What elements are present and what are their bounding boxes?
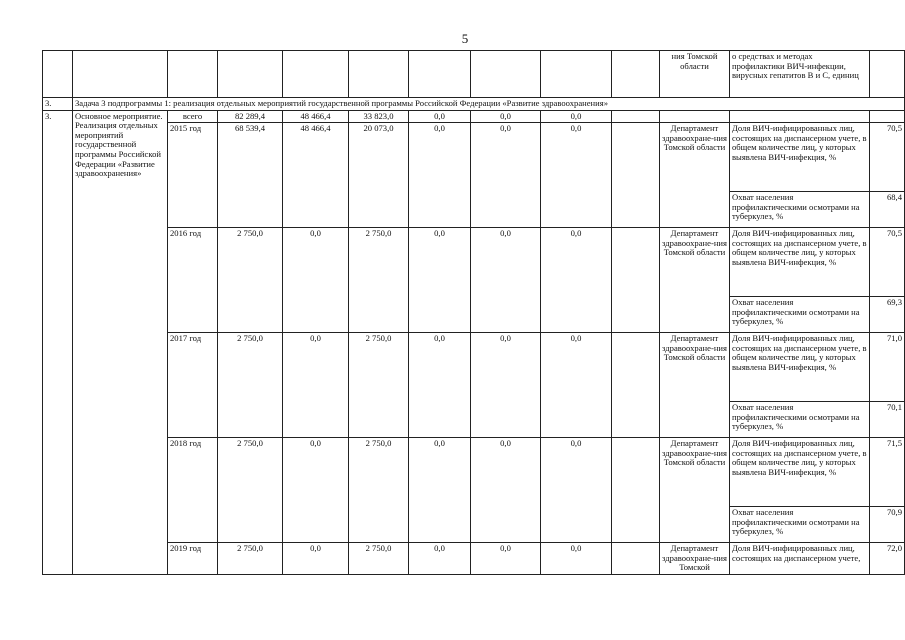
- funding-value: 48 466,4: [283, 123, 349, 228]
- funding-value: 0,0: [541, 333, 612, 438]
- executor-cell: [612, 543, 660, 575]
- funding-value: 68 539,4: [218, 123, 283, 228]
- funding-value: 0,0: [283, 228, 349, 333]
- funding-value: 2 750,0: [218, 228, 283, 333]
- funding-value: 2 750,0: [349, 543, 409, 575]
- indicator-cell: Доля ВИЧ-инфицированных лиц, состоящих на диспансерном учете, в общем количестве лиц, у которых выявлена ВИЧ-инфекция, %: [730, 123, 870, 192]
- year-label: 2018 год: [168, 438, 218, 543]
- indicator-value: 70,5: [870, 123, 905, 192]
- funding-value: 2 750,0: [218, 333, 283, 438]
- indicator-value: 71,5: [870, 438, 905, 507]
- funding-value: 0,0: [283, 543, 349, 575]
- indicator-value: 71,0: [870, 333, 905, 402]
- funding-value: 2 750,0: [349, 228, 409, 333]
- task-title: Задача 3 подпрограммы 1: реализация отдельных мероприятий государственной программы Российской Федерации «Развитие здравоохранения»: [73, 98, 905, 111]
- indicator-cell: Доля ВИЧ-инфицированных лиц, состоящих на диспансерном учете, в общем количестве лиц, у которых выявлена ВИЧ-инфекция, %: [730, 228, 870, 297]
- executor-cell: [612, 123, 660, 228]
- executor-cell: ния Томской области: [660, 51, 730, 98]
- year-label: 2016 год: [168, 228, 218, 333]
- year-label: 2015 год: [168, 123, 218, 228]
- funding-value: 0,0: [409, 438, 471, 543]
- funding-value: 0,0: [471, 543, 541, 575]
- funding-value: 0,0: [471, 333, 541, 438]
- measure-name: Основное мероприятие. Реализация отдельных мероприятий государственной программы Российской Федерации «Развитие здравоохранения»: [73, 110, 168, 575]
- indicator-value: 70,9: [870, 507, 905, 543]
- indicator-value: [870, 110, 905, 123]
- year-row: [43, 333, 905, 402]
- indicator-cell: [730, 110, 870, 123]
- funding-value: 0,0: [541, 123, 612, 228]
- row-number: 3.: [43, 98, 73, 111]
- funding-value: 0,0: [409, 333, 471, 438]
- year-row: [43, 123, 905, 192]
- indicator-value: 72,0: [870, 543, 905, 575]
- executor-cell: [660, 110, 730, 123]
- task-row: [43, 98, 905, 111]
- funding-value: 33 823,0: [349, 110, 409, 123]
- indicator-value: 69,3: [870, 297, 905, 333]
- indicator-cell: Доля ВИЧ-инфицированных лиц, состоящих на диспансерном учете,: [730, 543, 870, 575]
- funding-value: 48 466,4: [283, 110, 349, 123]
- year-row: [43, 228, 905, 297]
- executor-cell: Департамент здравоохране-ния Томской области: [660, 123, 730, 228]
- funding-value: 2 750,0: [218, 543, 283, 575]
- executor-cell: Департамент здравоохране-ния Томской: [660, 543, 730, 575]
- funding-value: 0,0: [471, 438, 541, 543]
- funding-value: 2 750,0: [349, 438, 409, 543]
- funding-value: 0,0: [541, 110, 612, 123]
- indicator-value: 70,5: [870, 228, 905, 297]
- funding-value: 2 750,0: [349, 333, 409, 438]
- funding-value: 2 750,0: [218, 438, 283, 543]
- year-label: 2017 год: [168, 333, 218, 438]
- funding-value: 0,0: [283, 333, 349, 438]
- executor-cell: Департамент здравоохране-ния Томской области: [660, 438, 730, 543]
- table-row: [43, 51, 905, 98]
- funding-value: 0,0: [283, 438, 349, 543]
- page-number: 5: [461, 31, 469, 46]
- executor-cell: Департамент здравоохране-ния Томской области: [660, 333, 730, 438]
- indicator-cell: Охват населения профилактическими осмотрами на туберкулез, %: [730, 297, 870, 333]
- executor-cell: Департамент здравоохране-ния Томской области: [660, 228, 730, 333]
- funding-value: 0,0: [409, 228, 471, 333]
- row-number: 3.: [43, 110, 73, 575]
- funding-value: 0,0: [471, 123, 541, 228]
- funding-value: 0,0: [541, 228, 612, 333]
- total-row: [43, 110, 905, 123]
- executor-cell: [612, 333, 660, 438]
- indicator-cell: Охват населения профилактическими осмотрами на туберкулез, %: [730, 507, 870, 543]
- indicator-cell: Доля ВИЧ-инфицированных лиц, состоящих на диспансерном учете, в общем количестве лиц, у которых выявлена ВИЧ-инфекция, %: [730, 438, 870, 507]
- year-row: [43, 438, 905, 507]
- period-label: всего: [168, 110, 218, 123]
- indicator-cell: Охват населения профилактическими осмотрами на туберкулез, %: [730, 402, 870, 438]
- funding-value: 0,0: [409, 110, 471, 123]
- program-table: [42, 50, 905, 575]
- indicator-value: 68,4: [870, 192, 905, 228]
- indicator-cell: о средствах и методах профилактики ВИЧ-инфекции, вирусных гепатитов В и С, единиц: [730, 51, 870, 98]
- funding-value: 0,0: [541, 438, 612, 543]
- funding-value: 0,0: [541, 543, 612, 575]
- funding-value: 0,0: [409, 123, 471, 228]
- indicator-cell: Охват населения профилактическими осмотрами на туберкулез, %: [730, 192, 870, 228]
- funding-value: 82 289,4: [218, 110, 283, 123]
- funding-value: 0,0: [471, 228, 541, 333]
- year-label: 2019 год: [168, 543, 218, 575]
- funding-value: 20 073,0: [349, 123, 409, 228]
- funding-value: 0,0: [409, 543, 471, 575]
- funding-value: 0,0: [471, 110, 541, 123]
- executor-cell: [612, 110, 660, 123]
- executor-cell: [612, 228, 660, 333]
- indicator-value: 70,1: [870, 402, 905, 438]
- year-row: [43, 543, 905, 575]
- indicator-cell: Доля ВИЧ-инфицированных лиц, состоящих на диспансерном учете, в общем количестве лиц, у которых выявлена ВИЧ-инфекция, %: [730, 333, 870, 402]
- executor-cell: [612, 438, 660, 543]
